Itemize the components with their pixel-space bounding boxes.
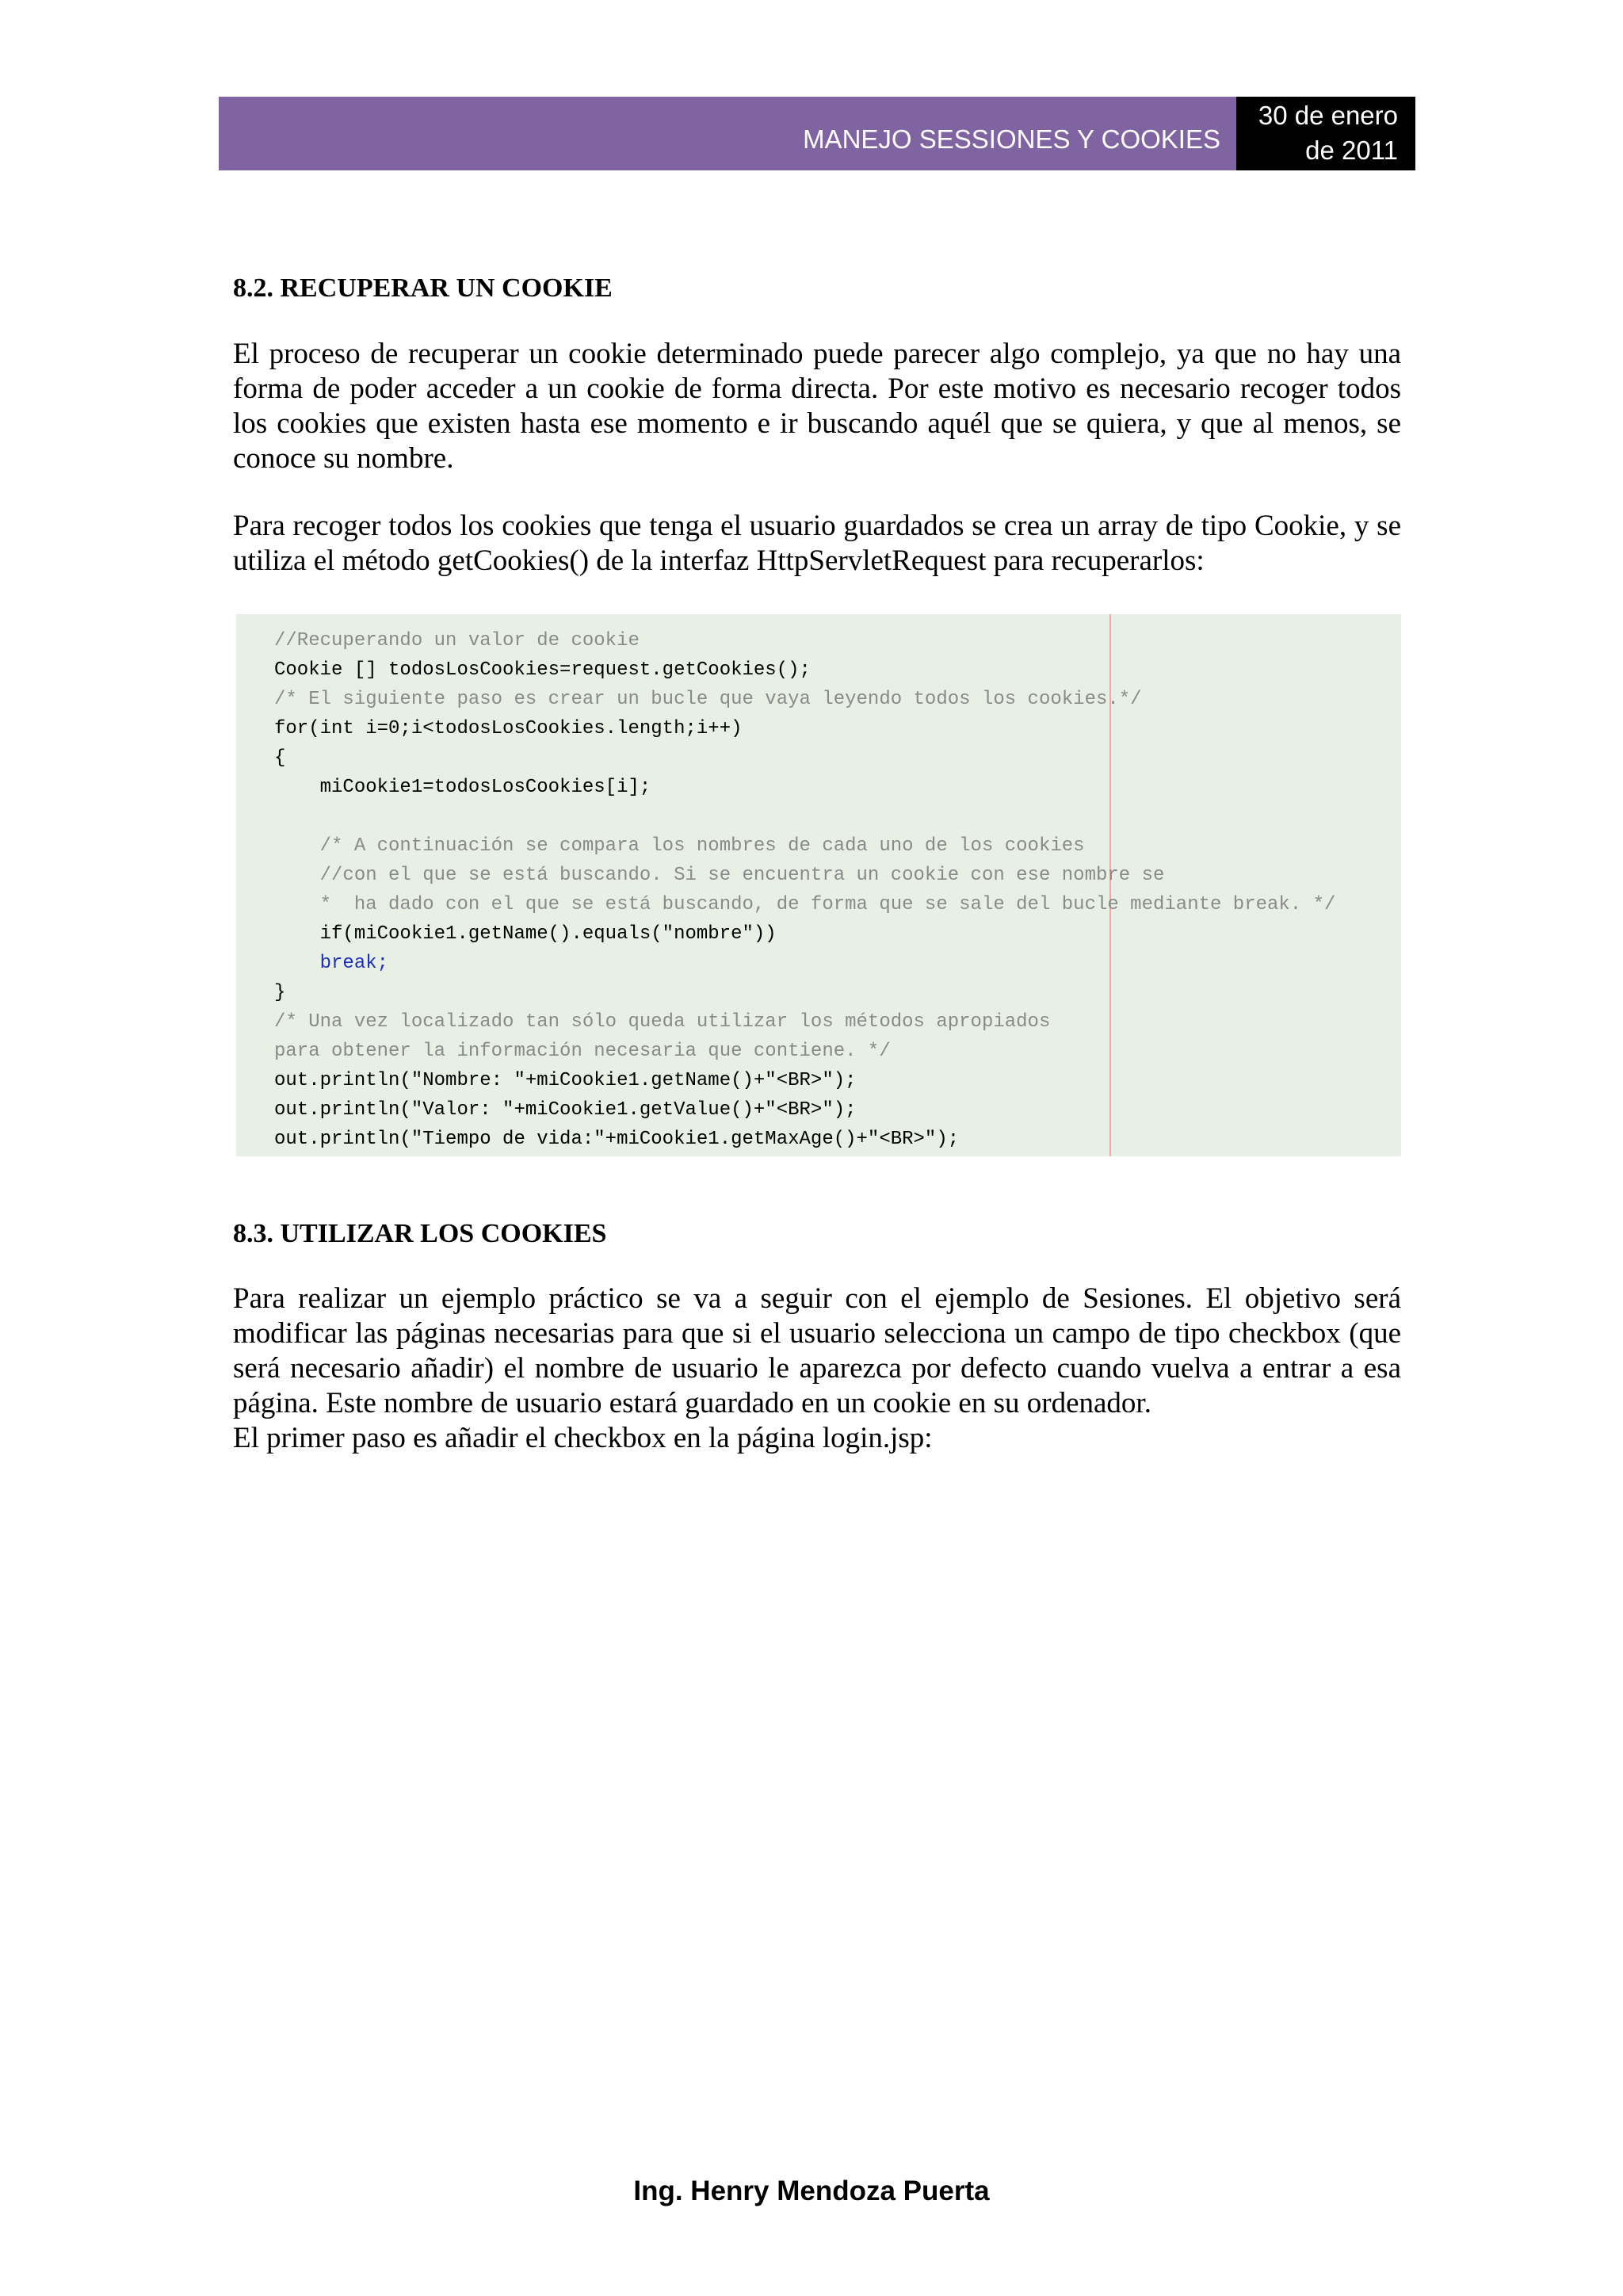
- code-line: Cookie [] todosLosCookies=request.getCookies();: [274, 659, 811, 681]
- paragraph-utilizar-2: El primer paso es añadir el checkbox en la página login.jsp:: [233, 1422, 933, 1454]
- code-line: break;: [274, 953, 389, 974]
- code-line: para obtener la información necesaria que contiene. */: [274, 1041, 891, 1062]
- code-line: {: [274, 747, 286, 769]
- code-line: * ha dado con el que se está buscando, de forma que se sale del bucle mediante break. */: [274, 894, 1336, 915]
- paragraph-recuperar-1: El proceso de recuperar un cookie determinado puede parecer algo complejo, ya que no hay una forma de poder acceder a un cookie de forma directa. Por este motivo es necesario recoger todos los cookies que existen hasta ese momento e ir buscando aquél que se quiera, y que al menos, se conoce su nombre.: [233, 338, 1401, 475]
- section-heading-8-3: 8.3. UTILIZAR LOS COOKIES: [233, 1219, 607, 1248]
- code-block: [236, 614, 1401, 1156]
- code-line: out.println("Tiempo de vida:"+miCookie1.getMaxAge()+"<BR>");: [274, 1129, 960, 1150]
- header-title: MANEJO SESSIONES Y COOKIES: [803, 124, 1220, 154]
- header-date-line1: 30 de enero: [1258, 101, 1398, 130]
- code-line: /* Una vez localizado tan sólo queda utilizar los métodos apropiados: [274, 1011, 1051, 1033]
- code-line: miCookie1=todosLosCookies[i];: [274, 777, 651, 798]
- code-line: //con el que se está buscando. Si se encuentra un cookie con ese nombre se: [274, 865, 1165, 886]
- code-line: if(miCookie1.getName().equals("nombre")): [274, 923, 777, 945]
- code-line: out.println("Valor: "+miCookie1.getValue()+"<BR>");: [274, 1099, 857, 1121]
- header-bar: [219, 97, 1236, 170]
- code-line: for(int i=0;i<todosLosCookies.length;i++): [274, 718, 743, 739]
- paragraph-recuperar-2: Para recoger todos los cookies que tenga el usuario guardados se crea un array de tipo Cookie, y se utiliza el método getCookies() de la interfaz HttpServletRequest para recuperarlos:: [233, 510, 1401, 577]
- code-line: }: [274, 982, 286, 1003]
- section-heading-8-2: 8.2. RECUPERAR UN COOKIE: [233, 273, 613, 303]
- header-date-line2: de 2011: [1305, 136, 1398, 165]
- code-line: /* El siguiente paso es crear un bucle que vaya leyendo todos los cookies.*/: [274, 689, 1142, 710]
- paragraph-utilizar-1: Para realizar un ejemplo práctico se va a seguir con el ejemplo de Sesiones. El objetivo será modificar las páginas necesarias para que si el usuario selecciona un campo de tipo checkbox (que será necesario añadir) el nombre de usuario le aparezca por defecto cuando vuelva a entrar a esa página. Este nombre de usuario estará guardado en un cookie en su ordenador.: [233, 1282, 1401, 1419]
- code-line: //Recuperando un valor de cookie: [274, 630, 640, 651]
- code-line: /* A continuación se compara los nombres de cada uno de los cookies: [274, 835, 1085, 857]
- header-date: [1236, 97, 1415, 170]
- code-line: out.println("Nombre: "+miCookie1.getName()+"<BR>");: [274, 1070, 857, 1091]
- footer-author: Ing. Henry Mendoza Puerta: [633, 2176, 990, 2206]
